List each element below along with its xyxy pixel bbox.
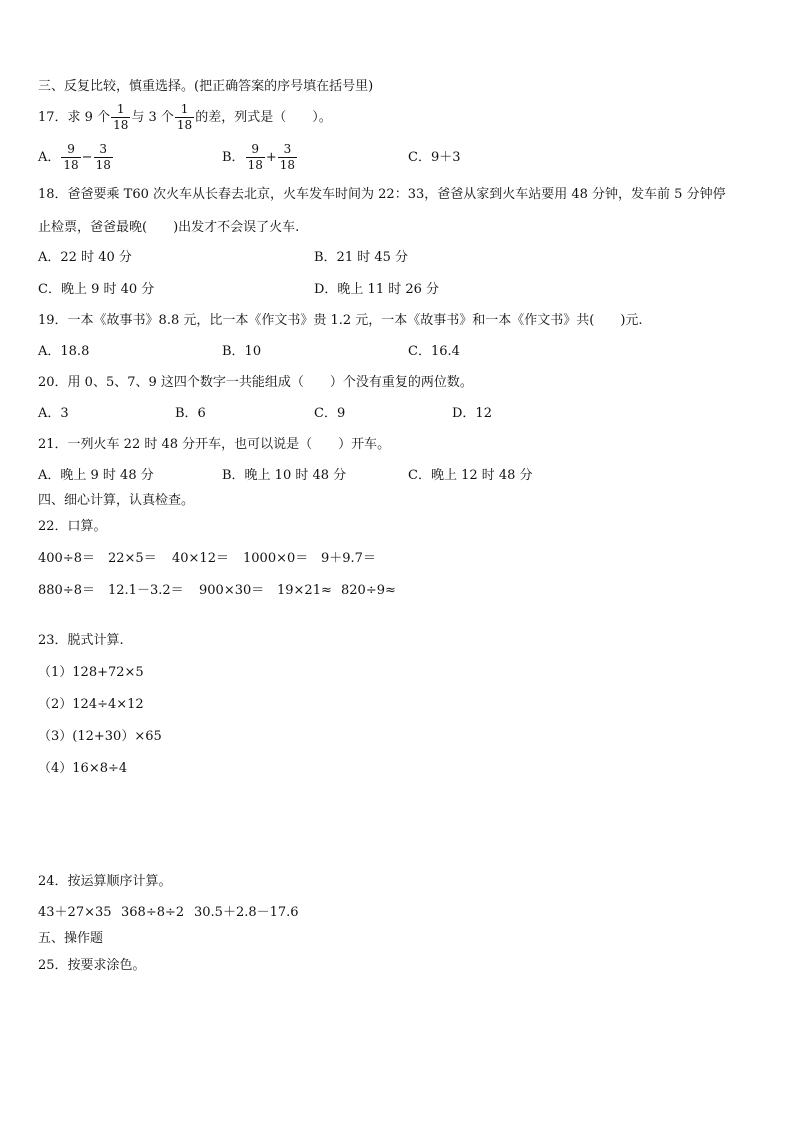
q17-text-3: 的差，列式是（ ）。 — [195, 110, 332, 125]
q22-item: 900×30＝ — [199, 583, 265, 598]
q19-option-c[interactable]: C．16.4 — [408, 344, 460, 359]
operator: + — [265, 150, 277, 165]
q21-text: 21．一列火车 22 时 48 分开车，也可以说是（ ）开车。 — [38, 437, 391, 452]
q20-option-d[interactable]: D．12 — [452, 406, 492, 421]
q23-item: （2）124÷4×12 — [38, 697, 144, 712]
q24-item: 43＋27×35 — [38, 905, 112, 920]
section-4-heading: 四、细心计算，认真检查。 — [38, 493, 195, 508]
q22-item: 880÷8＝ — [38, 583, 95, 598]
fraction-denominator: 18 — [176, 118, 193, 132]
q20-option-a[interactable]: A．3 — [38, 406, 69, 421]
fraction — [246, 142, 265, 173]
fraction — [278, 142, 297, 173]
option-label: A． — [38, 150, 61, 165]
q24-title: 24．按运算顺序计算。 — [38, 874, 172, 889]
fraction-numerator: 1 — [116, 102, 125, 116]
q17-fraction-1 — [111, 102, 130, 133]
q23-title: 23．脱式计算. — [38, 633, 124, 648]
q17-option-c[interactable]: C．9＋3 — [408, 150, 461, 165]
q19-option-b[interactable]: B．10 — [222, 344, 262, 359]
q23-item: （3）(12+30）×65 — [38, 729, 162, 744]
fraction-numerator: 3 — [99, 142, 108, 156]
q22-item: 22×5＝ — [108, 551, 157, 566]
q18-option-a[interactable]: A．22 时 40 分 — [38, 250, 132, 265]
section-5-heading: 五、操作题 — [38, 931, 104, 946]
q24-item: 30.5＋2.8－17.6 — [194, 905, 299, 920]
q20-option-b[interactable]: B．6 — [175, 406, 206, 421]
q21-option-c[interactable]: C．晚上 12 时 48 分 — [408, 468, 533, 483]
fraction-denominator: 18 — [95, 158, 111, 172]
q22-item: 40×12＝ — [172, 551, 229, 566]
operator: − — [81, 150, 93, 165]
fraction-denominator: 18 — [247, 158, 263, 172]
q17-text-1: 17．求 9 个 — [38, 110, 111, 125]
q17-fraction-2 — [175, 102, 194, 133]
q22-item: 12.1－3.2＝ — [108, 583, 184, 598]
fraction-denominator: 18 — [279, 158, 296, 172]
q18-option-d[interactable]: D．晚上 11 时 26 分 — [314, 282, 440, 297]
q22-item: 19×21≈ — [277, 583, 332, 598]
q17-option-b[interactable] — [222, 142, 298, 174]
fraction-denominator: 18 — [63, 158, 79, 172]
q25-title: 25．按要求涂色。 — [38, 958, 146, 973]
q22-item: 1000×0＝ — [243, 551, 309, 566]
q20-text: 20．用 0、5、7、9 这四个数字一共能组成（ ）个没有重复的两位数。 — [38, 375, 473, 390]
q22-title: 22．口算。 — [38, 519, 107, 534]
q18-text-line-2: 止检票，爸爸最晚( )出发才不会误了火车. — [38, 220, 300, 235]
option-label: B． — [222, 150, 245, 165]
fraction-numerator: 3 — [283, 142, 292, 156]
question-17 — [38, 102, 332, 134]
q22-item: 9＋9.7＝ — [321, 551, 376, 566]
q22-item: 820÷9≈ — [341, 583, 396, 598]
section-3-heading: 三、反复比较，慎重选择。(把正确答案的序号填在括号里) — [38, 79, 374, 94]
q24-item: 368÷8÷2 — [121, 905, 185, 920]
q23-item: （4）16×8÷4 — [38, 761, 128, 776]
fraction-numerator: 1 — [180, 102, 189, 116]
q17-text-2: 与 3 个 — [131, 110, 174, 125]
q20-option-c[interactable]: C．9 — [314, 406, 346, 421]
q18-option-c[interactable]: C．晚上 9 时 40 分 — [38, 282, 155, 297]
fraction — [94, 142, 113, 173]
q19-text: 19．一本《故事书》8.8 元，比一本《作文书》贵 1.2 元，一本《故事书》和一本《作文书》共( )元. — [38, 313, 643, 328]
fraction-numerator: 9 — [251, 142, 260, 156]
q22-item: 400÷8＝ — [38, 551, 95, 566]
q21-option-a[interactable]: A．晚上 9 时 48 分 — [38, 468, 154, 483]
fraction-numerator: 9 — [67, 142, 75, 156]
fraction — [61, 142, 80, 173]
q17-option-a[interactable] — [38, 142, 114, 174]
q21-option-b[interactable]: B．晚上 10 时 48 分 — [222, 468, 347, 483]
q18-text-line-1: 18．爸爸要乘 T60 次火车从长春去北京，火车发车时间为 22：33，爸爸从家到火车站要用 48 分钟，发车前 5 分钟停 — [38, 187, 726, 202]
q23-item: （1）128+72×5 — [38, 665, 144, 680]
q18-option-b[interactable]: B．21 时 45 分 — [314, 250, 409, 265]
fraction-denominator: 18 — [113, 118, 129, 132]
q19-option-a[interactable]: A．18.8 — [38, 344, 90, 359]
